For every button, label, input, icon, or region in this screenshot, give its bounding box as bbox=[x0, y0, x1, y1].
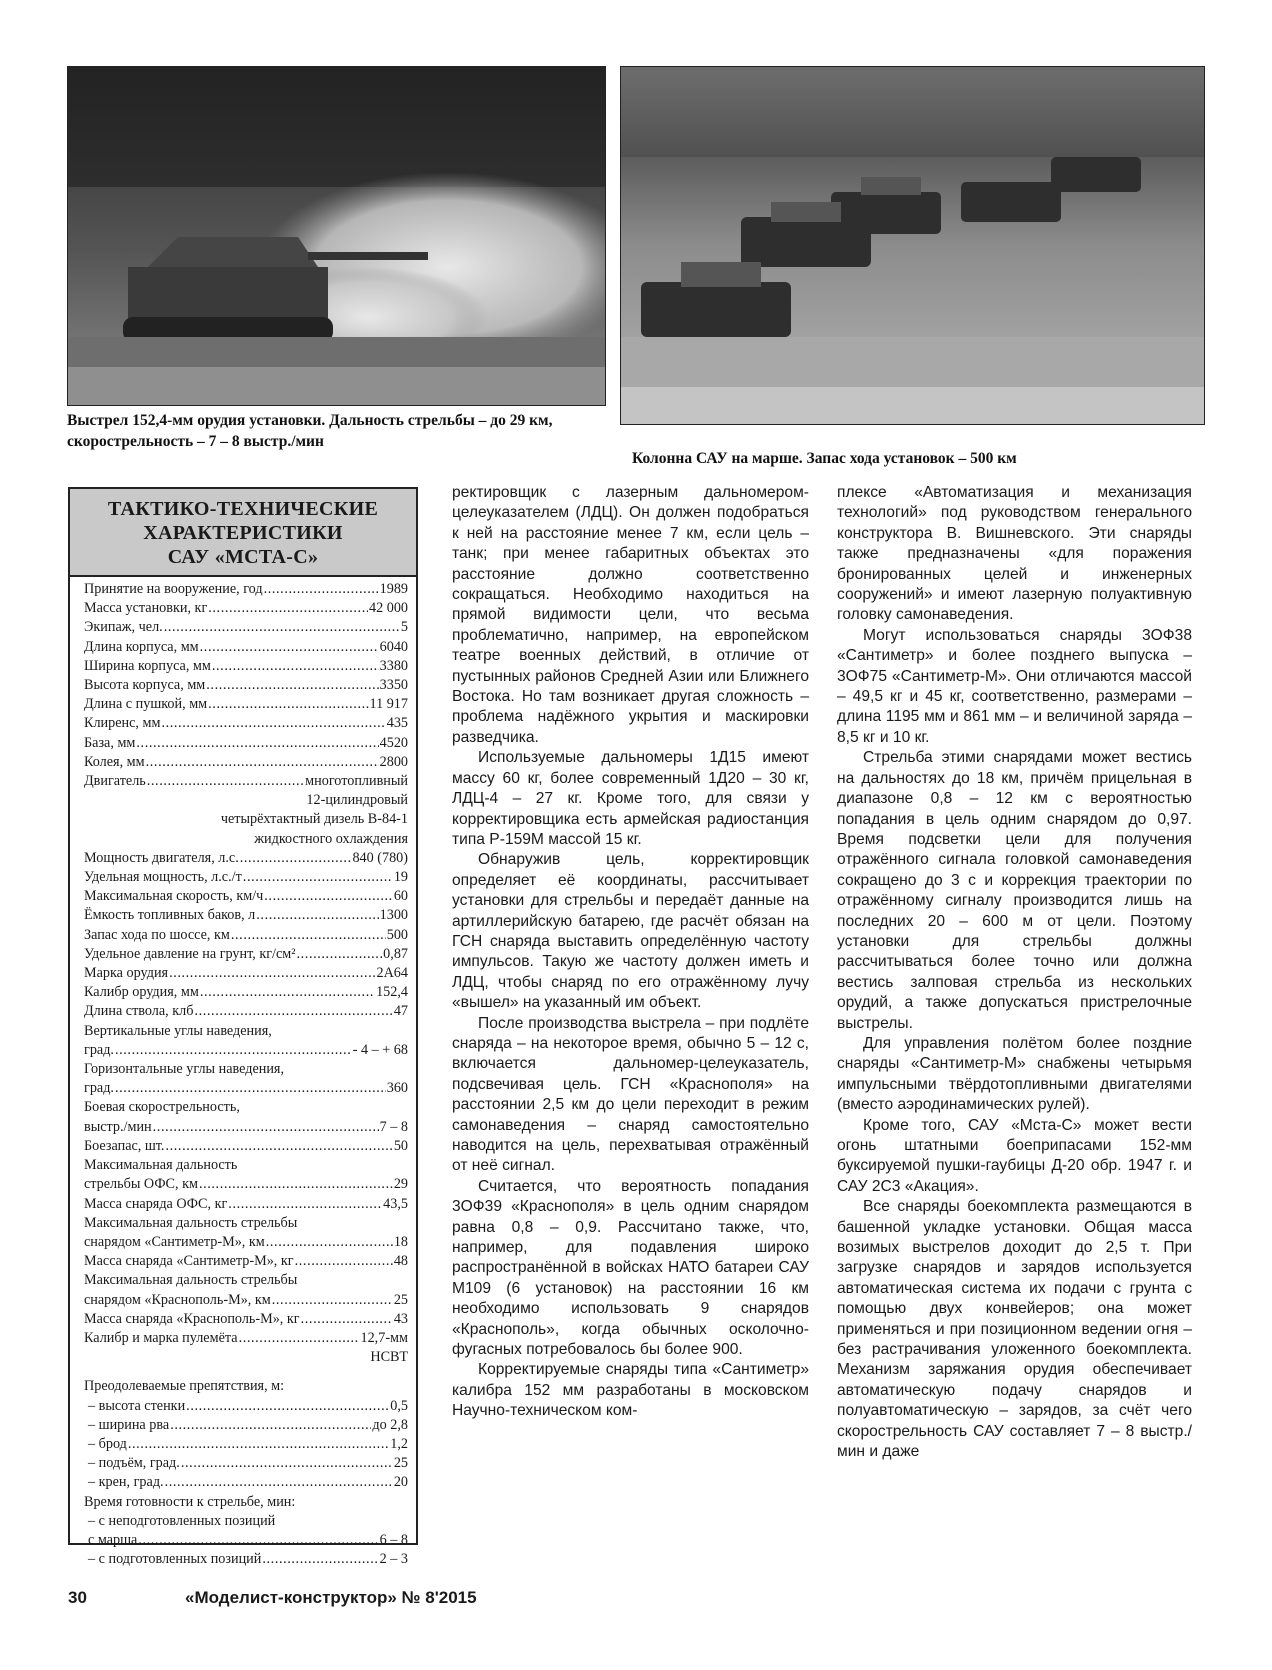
spec-label: – с подготовленных позиций bbox=[88, 1551, 262, 1568]
spec-label: – брод bbox=[88, 1435, 127, 1452]
photo-firing-image bbox=[68, 67, 605, 405]
spec-row bbox=[84, 887, 408, 906]
spec-label: Высота корпуса, мм bbox=[84, 677, 206, 694]
spec-row bbox=[84, 618, 408, 637]
photo-column-caption: Колонна САУ на марше. Запас хода установок – 500 км bbox=[632, 450, 1017, 467]
spec-value: 2 – 3 bbox=[379, 1551, 408, 1568]
spec-heading: Горизонтальные углы наведения, bbox=[84, 1061, 284, 1078]
spec-label: Масса установки, кг bbox=[84, 600, 208, 617]
spec-value: 152,4 bbox=[376, 984, 408, 1001]
spec-value: 20 bbox=[393, 1474, 408, 1491]
spec-label: Мощность двигателя, л.с. bbox=[84, 849, 239, 866]
spec-row bbox=[84, 1397, 408, 1416]
photo-firing-caption-line-2: скорострельность – 7 – 8 выстр./мин bbox=[67, 433, 324, 450]
spec-value: 18 bbox=[393, 1233, 408, 1250]
spec-label: Максимальная скорость, км/ч bbox=[84, 888, 264, 905]
spec-value: 2А64 bbox=[376, 965, 408, 982]
spec-label: Колея, мм bbox=[84, 753, 145, 770]
text-column-2 bbox=[452, 483, 809, 1422]
specifications-box bbox=[68, 487, 418, 1568]
spec-heading: Максимальная дальность bbox=[84, 1157, 238, 1174]
spec-value: 43 bbox=[393, 1310, 408, 1327]
spec-heading: Боевая скорострельность, bbox=[84, 1099, 240, 1116]
spec-value: 1300 bbox=[379, 907, 408, 924]
spec-label: – высота стенки bbox=[88, 1397, 186, 1414]
spec-label: Масса снаряда «Сантиметр-М», кг bbox=[84, 1253, 294, 1270]
spec-label: Экипаж, чел. bbox=[84, 619, 163, 636]
spec-value: 43,5 bbox=[383, 1195, 408, 1212]
spec-value: 47 bbox=[393, 1003, 408, 1020]
photo-firing-caption-line-1: Выстрел 152,4-мм орудия установки. Дальность стрельбы – до 29 км, bbox=[67, 412, 553, 429]
spec-row bbox=[84, 1137, 408, 1156]
magazine-title: «Моделист-конструктор» № 8'2015 bbox=[185, 1588, 477, 1607]
spec-row bbox=[84, 1291, 408, 1310]
spec-row bbox=[84, 1175, 408, 1194]
spec-value: 4520 bbox=[379, 734, 408, 751]
paragraph: Могут использоваться снаряды 3ОФ38 «Сантиметр» и более позднего выпуска – 3ОФ75 «Сантиметр-М». Они отличаются массой – 49,5 кг и 45 кг, соответственно, размерами – длина 1195 мм и 861 мм – и величиной заряда – 8,5 кг и 10 кг. bbox=[837, 626, 1192, 746]
spec-row bbox=[84, 1454, 408, 1473]
spec-value: 840 (780) bbox=[352, 849, 408, 866]
spec-label: Ширина корпуса, мм bbox=[84, 657, 211, 674]
spec-value: до 2,8 bbox=[372, 1416, 408, 1433]
spec-value: 48 bbox=[393, 1253, 408, 1270]
spec-row bbox=[84, 638, 408, 657]
spec-value: 60 bbox=[393, 888, 408, 905]
spec-row bbox=[84, 676, 408, 695]
spec-label: выстр./мин bbox=[84, 1118, 152, 1135]
spec-mg-cont: НСВТ bbox=[370, 1349, 408, 1366]
spec-row bbox=[84, 926, 408, 945]
page-number: 30 bbox=[68, 1588, 87, 1607]
spec-value: - 4 – + 68 bbox=[352, 1041, 408, 1058]
spec-row bbox=[84, 1252, 408, 1271]
spec-label: База, мм bbox=[84, 734, 136, 751]
spec-label: Марка орудия bbox=[84, 965, 169, 982]
spec-value: 3380 bbox=[379, 657, 408, 674]
paragraph: ректировщик с лазерным дальномером-целеуказателем (ЛДЦ). Он должен подобраться к ней на расстояние менее 7 км, если цель – танк; при менее габаритных объектах это расстояние должно соответственно сокращаться. Необходимо находиться на прямой видимости цели, что весьма проблематично, например, на европейском театре военных действий, в отличие от пустынных районов Средней Азии или Ближнего Востока. Но там возникает другая сложность – проблема надёжного укрытия и маскировки разведчика. bbox=[452, 484, 809, 746]
spec-row bbox=[84, 849, 408, 868]
spec-label: Длина с пушкой, мм bbox=[84, 696, 208, 713]
spec-label: град. bbox=[84, 1041, 114, 1058]
spec-label: Масса снаряда ОФС, кг bbox=[84, 1195, 228, 1212]
photo-column-image bbox=[621, 67, 1204, 424]
spec-row bbox=[84, 734, 408, 753]
spec-row bbox=[84, 714, 408, 733]
spec-engine-cont: жидкостного охлаждения bbox=[254, 830, 408, 847]
spec-value: 19 bbox=[393, 869, 408, 886]
spec-label: стрельбы ОФС, км bbox=[84, 1176, 198, 1193]
spec-value: 7 – 8 bbox=[379, 1118, 408, 1135]
spec-row bbox=[84, 1531, 408, 1550]
spec-row bbox=[84, 1416, 408, 1435]
spec-label: Двигатель bbox=[84, 773, 146, 790]
spec-label: Боезапас, шт. bbox=[84, 1137, 165, 1154]
paragraph: Корректируемые снаряды типа «Сантиметр» калибра 152 мм разработаны в московском Научно-техническом ком- bbox=[452, 1361, 809, 1420]
spec-value: 435 bbox=[386, 715, 408, 732]
spec-row bbox=[84, 772, 408, 791]
spec-label: Длина ствола, клб bbox=[84, 1003, 194, 1020]
spec-heading: Вертикальные углы наведения, bbox=[84, 1022, 272, 1039]
specifications-title bbox=[70, 489, 416, 577]
spec-row bbox=[84, 983, 408, 1002]
spec-value: 0,87 bbox=[383, 945, 408, 962]
spec-label: Удельная мощность, л.с./т bbox=[84, 869, 242, 886]
paragraph: Обнаружив цель, корректировщик определяет её координаты, рассчитывает установки для стрельбы и передаёт данные на артиллерийскую батарею, где расчёт обязан на ГСН снаряда выставить определённую частоту импульсов. Такую же частоту должен иметь и ЛДЦ, чтобы снаряд по его отражённому лучу «вышел» на указанный им объект. bbox=[452, 851, 809, 1012]
spec-value: 29 bbox=[393, 1176, 408, 1193]
spec-label: Калибр орудия, мм bbox=[84, 984, 199, 1001]
spec-label: Ёмкость топливных баков, л bbox=[84, 907, 256, 924]
spec-value: 11 917 bbox=[369, 696, 408, 713]
spec-value: 1,2 bbox=[390, 1435, 408, 1452]
spec-label: Клиренс, мм bbox=[84, 715, 161, 732]
paragraph: Используемые дальномеры 1Д15 имеют массу 60 кг, более современный 1Д20 – 30 кг, ЛДЦ-4 – 27 кг. Кроме того, для связи у корректировщика есть армейская радиостанция типа Р-159М массой 15 кг. bbox=[452, 749, 809, 848]
spec-row bbox=[84, 1435, 408, 1454]
spec-label: – ширина рва bbox=[88, 1416, 170, 1433]
paragraph: Для управления полётом более поздние снаряды «Сантиметр-М» снабжены четырьмя импульсными твёрдотопливными двигателями (вместо аэродинамических рулей). bbox=[837, 1034, 1192, 1114]
spec-value: 50 bbox=[393, 1137, 408, 1154]
text-column-3 bbox=[837, 483, 1192, 1463]
specifications-list bbox=[70, 577, 416, 1569]
paragraph: После производства выстрела – при подлёте снаряда – на некоторое время, обычно 5 – 12 с, включается дальномер-целеуказатель, подсвечивая цель. ГСН «Краснополя» на расстоянии 2,5 км до цели переходит в режим самонаведения – снаряд самостоятельно наводится на цель, перехватывая отражённый от неё сигнал. bbox=[452, 1014, 809, 1175]
spec-row bbox=[84, 695, 408, 714]
spec-row bbox=[84, 1195, 408, 1214]
spec-row bbox=[84, 1550, 408, 1569]
spec-row bbox=[84, 1041, 408, 1060]
spec-label: Длина корпуса, мм bbox=[84, 638, 199, 655]
spec-value: 6 – 8 bbox=[379, 1531, 408, 1548]
spec-row bbox=[84, 1310, 408, 1329]
spec-value: 360 bbox=[386, 1080, 408, 1097]
spec-value: 25 bbox=[393, 1291, 408, 1308]
spec-value: 12,7-мм bbox=[360, 1329, 408, 1346]
paragraph: Кроме того, САУ «Мста-С» может вести огонь штатными боеприпасами 152-мм буксируемой пушки-гаубицы Д-20 обр. 1947 г. и САУ 2С3 «Акация». bbox=[837, 1116, 1192, 1195]
spec-label: – крен, град. bbox=[88, 1474, 164, 1491]
photo-firing-caption bbox=[67, 410, 612, 452]
spec-label: град. bbox=[84, 1080, 114, 1097]
spec-value: 500 bbox=[386, 926, 408, 943]
spec-label: Масса снаряда «Краснополь-М», кг bbox=[84, 1310, 300, 1327]
paragraph: Считается, что вероятность попадания 3ОФ39 «Краснополя» в цель одним снарядом равна 0,8 – 0,9. Рассчитано также, что, например, для подавления широко распространённой в войсках НАТО батареи САУ М109 (6 установок) на расстоянии 16 км необходимо использовать 9 снарядов «Краснополь», когда обычных осколочно-фугасных потребовалось бы более 900. bbox=[452, 1177, 809, 1359]
paragraph: плексе «Автоматизация и механизация технологий» под руководством генерального конструктора В. Вишневского. Эти снаряды также предназначены «для поражения бронированных целей и инженерных сооружений» и имеют лазерную полуактивную головку самонаведения. bbox=[837, 484, 1192, 624]
spec-label: – подъём, град. bbox=[88, 1455, 180, 1472]
spec-label: Удельное давление на грунт, кг/см² bbox=[84, 945, 296, 962]
spec-value: 25 bbox=[393, 1455, 408, 1472]
spec-row bbox=[84, 1002, 408, 1021]
spec-value: 5 bbox=[400, 619, 408, 636]
spec-row bbox=[84, 657, 408, 676]
spec-title-line-1: ТАКТИКО-ТЕХНИЧЕСКИЕ bbox=[107, 498, 379, 520]
photo-firing bbox=[67, 66, 606, 406]
spec-row bbox=[84, 1233, 408, 1252]
paragraph: Стрельба этими снарядами может вестись на дальностях до 18 км, причём прицельная в диапазоне 0,8 – 12 км с вероятностью попадания в цель одним снарядом до 0,97. Время подсветки цели для получения отражённого сигнала головкой самонаведения сокращено до 3 с и коррекция траектории по отражённому сигналу производится лишь на последних 20 – 600 м от цели. Поэтому установки для стрельбы должны рассчитываться более точно или должна вестись залповая стрельба из нескольких орудий, а также допускаться пристрелочные выстрелы. bbox=[837, 749, 1192, 1032]
spec-value: 1989 bbox=[379, 581, 408, 597]
paragraph: Все снаряды боекомплекта размещаются в башенной укладке установки. Общая масса возимых выстрелов доходит до 2,5 т. При загрузке снарядов и зарядов используется автоматическая система их подачи с грунта с помощью двух конвейеров; она может применяться и при позиционном ведении огня – без растрачивания уложенного боекомплекта. Механизм заряжания орудия обеспечивает автоматическую подачу снарядов и полуавтоматическую – зарядов, за счёт чего скорострельность САУ составляет 7 – 8 выстр./мин и даже bbox=[837, 1198, 1192, 1461]
spec-label: Калибр и марка пулемёта bbox=[84, 1329, 238, 1346]
spec-engine-cont: 12-цилиндровый bbox=[306, 792, 408, 809]
spec-title-line-3: САУ «МСТА-С» bbox=[167, 546, 319, 568]
spec-heading: Максимальная дальность стрельбы bbox=[84, 1214, 298, 1231]
spec-row bbox=[84, 1329, 408, 1348]
spec-heading: Максимальная дальность стрельбы bbox=[84, 1272, 298, 1289]
spec-label: снарядом «Краснополь-М», км bbox=[84, 1291, 271, 1308]
spec-row bbox=[84, 1118, 408, 1137]
spec-label: Принятие на вооружение, год bbox=[84, 581, 263, 597]
spec-row bbox=[84, 964, 408, 983]
spec-row bbox=[84, 868, 408, 887]
spec-engine-cont: четырёхтактный дизель В-84-1 bbox=[220, 811, 408, 828]
spec-row bbox=[84, 1079, 408, 1098]
spec-row bbox=[84, 945, 408, 964]
spec-row bbox=[84, 599, 408, 618]
spec-value: 3350 bbox=[379, 677, 408, 694]
spec-heading: Преодолеваемые препятствия, м: bbox=[84, 1378, 285, 1395]
spec-value: многотопливный bbox=[305, 773, 408, 790]
spec-row bbox=[84, 1473, 408, 1492]
spec-row bbox=[84, 753, 408, 772]
spec-label: Запас хода по шоссе, км bbox=[84, 926, 230, 943]
spec-row bbox=[84, 906, 408, 925]
spec-title-line-2: ХАРАКТЕРИСТИКИ bbox=[143, 522, 343, 544]
spec-label: снарядом «Сантиметр-М», км bbox=[84, 1233, 265, 1250]
spec-value: 2800 bbox=[379, 753, 408, 770]
spec-value: 42 000 bbox=[368, 600, 408, 617]
spec-value: 6040 bbox=[379, 638, 408, 655]
photo-column bbox=[620, 66, 1205, 425]
spec-row bbox=[84, 580, 408, 599]
spec-heading: Время готовности к стрельбе, мин: bbox=[84, 1493, 296, 1510]
spec-value: 0,5 bbox=[390, 1397, 408, 1414]
spec-label: с марша bbox=[88, 1531, 138, 1548]
spec-subheading: – с неподготовленных позиций bbox=[88, 1512, 276, 1529]
